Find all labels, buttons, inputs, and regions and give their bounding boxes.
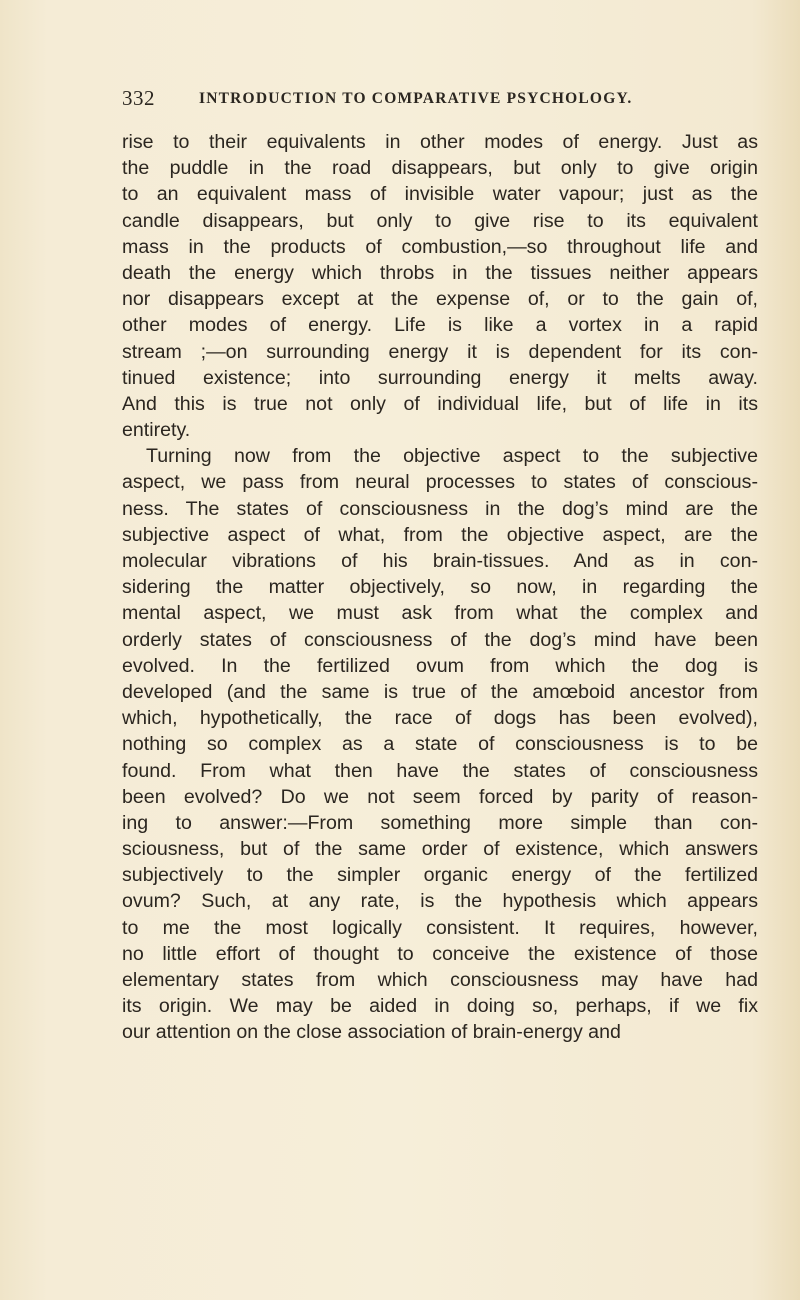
text-line: our attention on the close association of brain-energy and [122,1021,621,1044]
text-line: no little effort of thought to conceive the existence of those [122,942,758,965]
text-line: been evolved? Do we not seem forced by parity of reason- [122,785,758,808]
text-line: developed (and the same is true of the amœboid ancestor from [122,680,758,703]
text-line: mental aspect, we must ask from what the complex and [122,602,758,625]
text-line: entirety. [122,419,191,442]
text-line: nothing so complex as a state of consciousness is to be [122,733,758,756]
text-line: And this is true not only of individual life, but of life in its [122,392,758,415]
text-line: nor disappears except at the expense of, or to the gain of, [122,288,758,311]
text-line: sciousness, but of the same order of existence, which answers [122,838,758,861]
page-header [122,86,682,116]
text-line: the puddle in the road disappears, but only to give origin [122,157,758,180]
text-line: subjectively to the simpler organic energy of the fertilized [122,864,758,887]
text-line: to an equivalent mass of invisible water vapour; just as the [122,183,758,206]
running-head: INTRODUCTION TO COMPARATIVE PSYCHOLOGY. [199,90,633,107]
text-line: to me the most logically consistent. It requires, however, [122,916,758,939]
text-line: mass in the products of combustion,—so throughout life and [122,235,758,258]
text-line: found. From what then have the states of consciousness [122,759,758,782]
text-line: Turning now from the objective aspect to the subjective [146,445,758,468]
text-line: stream ;—on surrounding energy it is dependent for its con- [122,340,758,363]
text-line: ing to answer:—From something more simple than con- [122,811,758,834]
text-line: ness. The states of consciousness in the dog’s mind are the [122,497,758,520]
text-line: elementary states from which consciousness may have had [122,969,758,991]
text-line: death the energy which throbs in the tissues neither appears [122,261,758,284]
text-line: evolved. In the fertilized ovum from which the dog is [122,654,758,677]
text-line: molecular vibrations of his brain-tissues. And as in con- [122,550,758,572]
text-line: other modes of energy. Life is like a vortex in a rapid [122,314,758,337]
text-line: rise to their equivalents in other modes of energy. Just as [122,131,758,153]
text-line: orderly states of consciousness of the dog’s mind have been [122,628,758,651]
text-line: ovum? Such, at any rate, is the hypothesis which appears [122,890,758,913]
page-number: 332 [122,86,155,110]
text-line: its origin. We may be aided in doing so, perhaps, if we fix [122,995,758,1018]
text-line: which, hypothetically, the race of dogs has been evolved), [122,707,758,730]
text-line: tinued existence; into surrounding energy it melts away. [122,366,758,389]
text-line: sidering the matter objectively, so now, in regarding the [122,576,758,599]
text-line: aspect, we pass from neural processes to states of conscious- [122,471,758,494]
text-line: candle disappears, but only to give rise to its equivalent [122,209,758,232]
text-line: subjective aspect of what, from the objective aspect, are the [122,523,758,546]
body-text [122,129,758,1046]
